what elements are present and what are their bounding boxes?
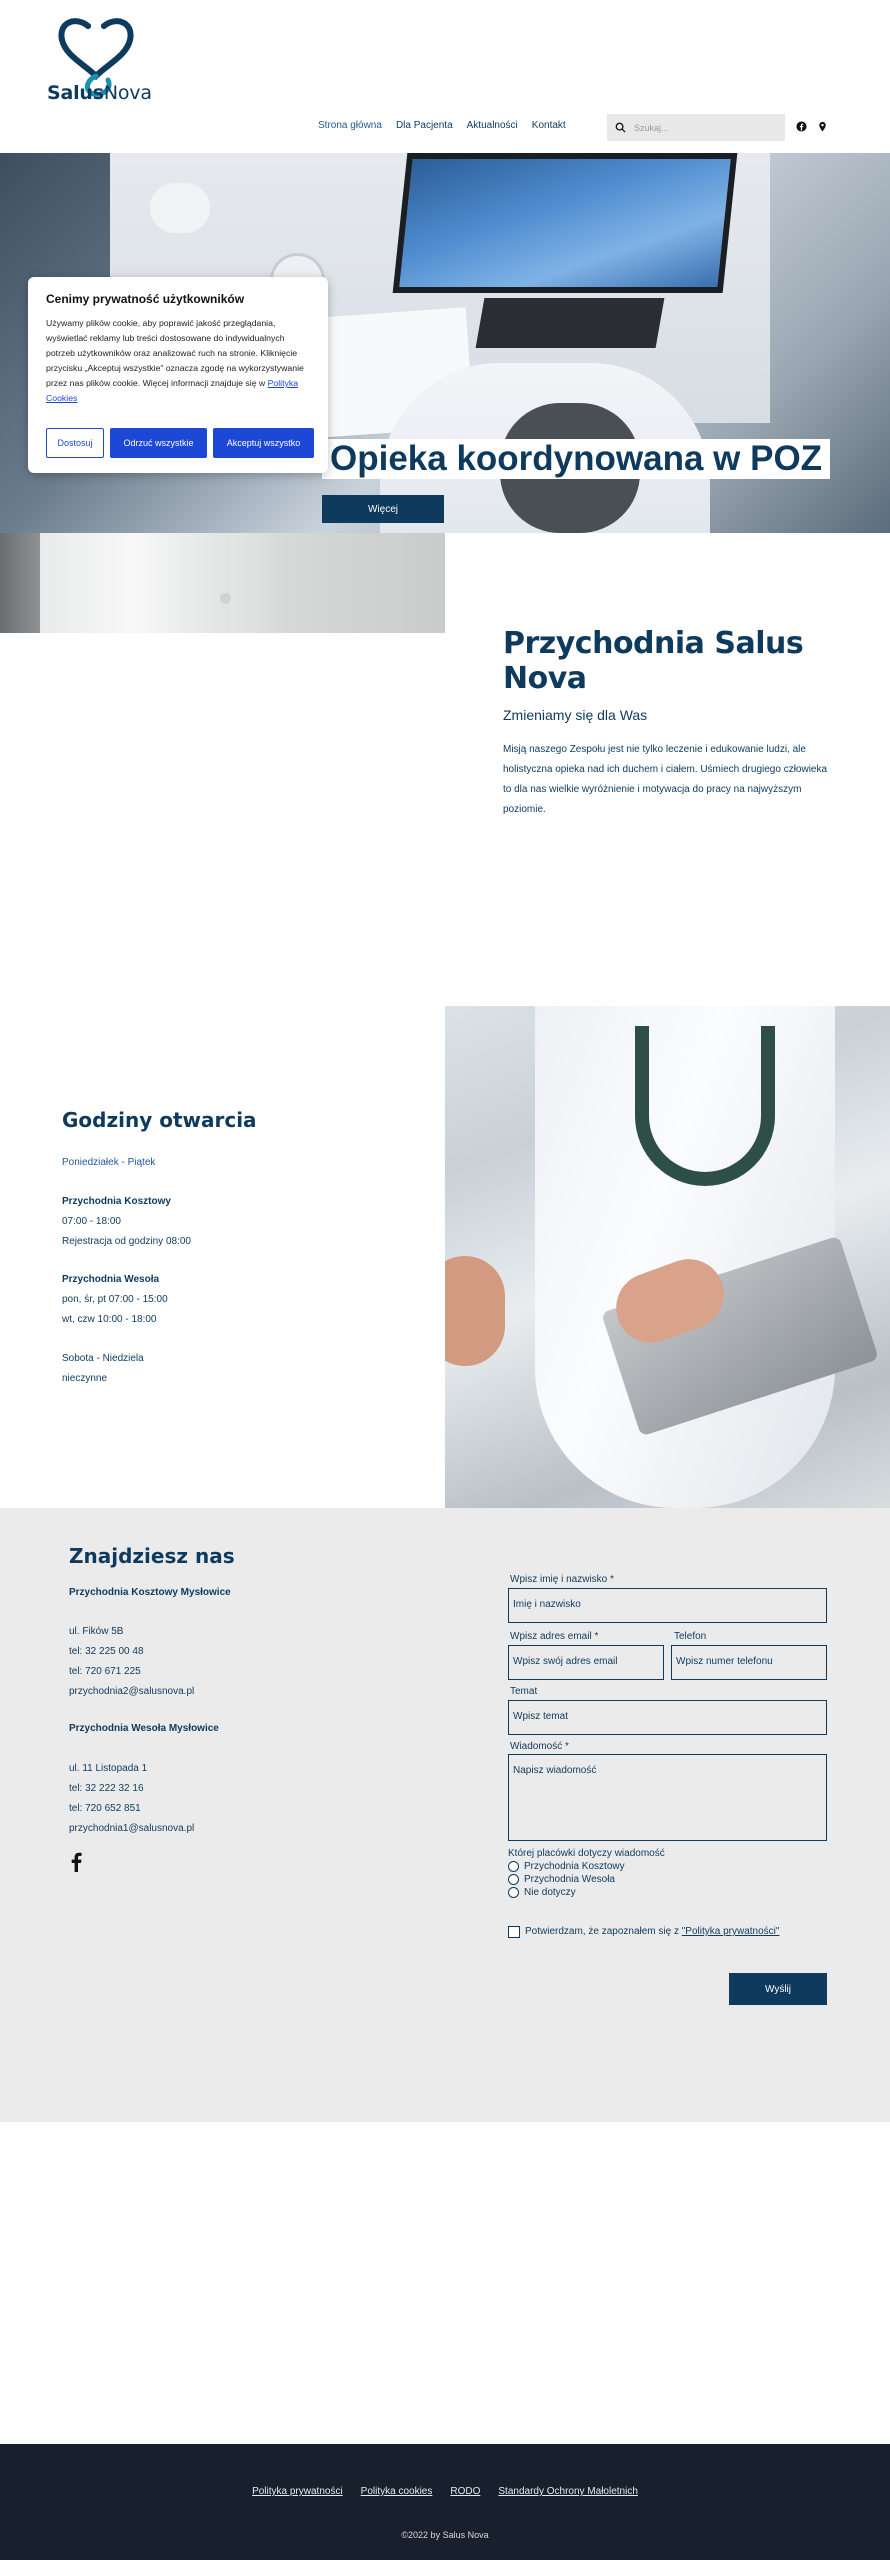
form-message-label: Wiadomość * <box>510 1741 569 1752</box>
nav-item-patient[interactable]: Dla Pacjenta <box>395 120 453 131</box>
contact-clinic2-name: Przychodnia Wesoła Mysłowice <box>69 1723 219 1734</box>
about-image-button <box>220 593 231 604</box>
radio-button[interactable] <box>508 1887 519 1898</box>
hero-title: Opieka koordynowana w POZ <box>322 439 830 479</box>
contact-clinic2-tel2: tel: 720 652 851 <box>69 1803 141 1814</box>
hours-clinic2-hours1: pon, śr, pt 07:00 - 15:00 <box>62 1294 168 1305</box>
contact-section <box>0 1508 890 2122</box>
hours-image <box>445 1006 890 1508</box>
form-name-label: Wpisz imię i nazwisko * <box>510 1574 614 1585</box>
hero-image-lamp <box>150 183 210 233</box>
send-button[interactable]: Wyślij <box>729 1973 827 2005</box>
radio-label: Nie dotyczy <box>524 1887 576 1898</box>
hours-weekend: Sobota - Niedziela <box>62 1353 144 1364</box>
contact-clinic1-name: Przychodnia Kosztowy Mysłowice <box>69 1587 231 1598</box>
site-header <box>0 0 890 153</box>
hours-clinic2-name: Przychodnia Wesoła <box>62 1274 160 1285</box>
facebook-icon[interactable] <box>796 121 807 132</box>
hours-clinic1-name: Przychodnia Kosztowy <box>62 1196 171 1207</box>
search-input[interactable] <box>607 114 785 141</box>
hours-weekdays: Poniedziałek - Piątek <box>62 1157 156 1168</box>
form-option-wesola[interactable] <box>508 1874 615 1885</box>
radio-button[interactable] <box>508 1874 519 1885</box>
footer-link-rodo[interactable]: RODO <box>450 2486 481 2497</box>
contact-clinic2-tel1: tel: 32 222 32 16 <box>69 1783 144 1794</box>
footer-copyright: ©2022 by Salus Nova <box>401 2530 489 2540</box>
cookie-policy-link[interactable]: Polityka Cookies <box>46 378 299 403</box>
hours-image-stethoscope <box>635 1026 775 1186</box>
about-subtitle: Zmieniamy się dla Was <box>503 707 648 723</box>
privacy-policy-link[interactable]: "Polityka prywatności" <box>681 1926 780 1937</box>
consent-text: Potwierdzam, że zapoznałem się z "Polityka prywatności" <box>525 1926 780 1937</box>
form-subject-input[interactable]: Wpisz temat <box>508 1700 827 1735</box>
hours-weekend-status: nieczynne <box>62 1373 108 1384</box>
cookie-text: Używamy plików cookie, aby poprawić jakość przeglądania, wyświetlać reklamy lub treści dostosowane do indywidualnych potrzeb użytkowników oraz analizować ruch na stronie. Kliknięcie przycisku „Akceptuj wszystkie” oznacza zgodę na wykorzystywanie przez nas plików cookie. Więcej informacji znajduje się w Polityka Cookies <box>46 318 304 403</box>
form-phone-input[interactable]: Wpisz numer telefonu <box>671 1645 827 1680</box>
contact-clinic2-email[interactable]: przychodnia1@salusnova.pl <box>69 1823 195 1834</box>
nav-item-contact[interactable]: Kontakt <box>531 120 566 131</box>
cookie-customize-button[interactable]: Dostosuj <box>46 428 104 458</box>
contact-clinic1-email[interactable]: przychodnia2@salusnova.pl <box>69 1686 195 1697</box>
hours-title: Godziny otwarcia <box>62 1108 257 1132</box>
search-placeholder: Szukaj... <box>634 122 669 133</box>
consent-checkbox[interactable] <box>508 1926 520 1938</box>
contact-clinic1-tel1: tel: 32 225 00 48 <box>69 1646 144 1657</box>
cookie-reject-button[interactable]: Odrzuć wszystkie <box>110 428 207 458</box>
radio-label: Przychodnia Wesoła <box>524 1874 615 1885</box>
hours-clinic2-hours2: wt, czw 10:00 - 18:00 <box>62 1314 157 1325</box>
map-pin-icon[interactable] <box>817 121 828 132</box>
main-nav <box>318 120 566 131</box>
footer-links <box>0 2486 890 2497</box>
hours-image-hand2 <box>445 1256 505 1366</box>
cookie-title: Cenimy prywatność użytkowników <box>46 292 245 306</box>
about-image-coat <box>40 533 230 633</box>
cookie-accept-button[interactable]: Akceptuj wszystko <box>213 428 314 458</box>
brand-name[interactable]: SalusNova <box>47 82 152 104</box>
hero-more-button[interactable]: Więcej <box>322 495 444 523</box>
nav-item-home[interactable]: Strona główna <box>318 120 382 131</box>
form-message-textarea[interactable]: Napisz wiadomość <box>508 1754 827 1841</box>
cookie-consent-dialog <box>28 277 328 473</box>
form-clinic-question: Której placówki dotyczy wiadomość <box>508 1848 665 1859</box>
radio-button[interactable] <box>508 1861 519 1872</box>
contact-clinic2-address: ul. 11 Listopada 1 <box>69 1763 148 1774</box>
radio-label: Przychodnia Kosztowy <box>524 1861 625 1872</box>
hours-clinic1-registration: Rejestracja od godziny 08:00 <box>62 1236 191 1247</box>
about-text: Misją naszego Zespołu jest nie tylko leczenie i edukowanie ludzi, ale holistyczna opieka nad ich duchem i ciałem. Uśmiech drugiego człowieka to dla nas wielkie wyróżnienie i motywacja do pracy na najwyższym poziomie. <box>503 744 828 815</box>
hours-clinic1-hours: 07:00 - 18:00 <box>62 1216 121 1227</box>
form-option-kosztowy[interactable] <box>508 1861 625 1872</box>
form-option-none[interactable] <box>508 1887 576 1898</box>
form-name-input[interactable]: Imię i nazwisko <box>508 1588 827 1623</box>
facebook-icon[interactable] <box>69 1852 83 1872</box>
site-footer <box>0 2444 890 2560</box>
hero-image-monitor <box>393 153 738 293</box>
about-title: Przychodnia Salus Nova <box>503 626 804 696</box>
form-email-input[interactable]: Wpisz swój adres email <box>508 1645 664 1680</box>
contact-clinic1-address: ul. Fików 5B <box>69 1626 124 1637</box>
contact-title: Znajdziesz nas <box>69 1544 235 1568</box>
nav-item-news[interactable]: Aktualności <box>466 120 518 131</box>
footer-link-cookies[interactable]: Polityka cookies <box>360 2486 433 2497</box>
form-subject-label: Temat <box>510 1686 538 1697</box>
search-icon <box>615 122 626 133</box>
about-image <box>0 533 445 633</box>
form-phone-label: Telefon <box>674 1631 707 1642</box>
footer-link-privacy[interactable]: Polityka prywatności <box>252 2486 343 2497</box>
hero-image-keyboard <box>476 298 665 348</box>
contact-clinic1-tel2: tel: 720 671 225 <box>69 1666 141 1677</box>
form-email-label: Wpisz adres email * <box>510 1631 599 1642</box>
footer-link-standards[interactable]: Standardy Ochrony Małoletnich <box>498 2486 638 2497</box>
